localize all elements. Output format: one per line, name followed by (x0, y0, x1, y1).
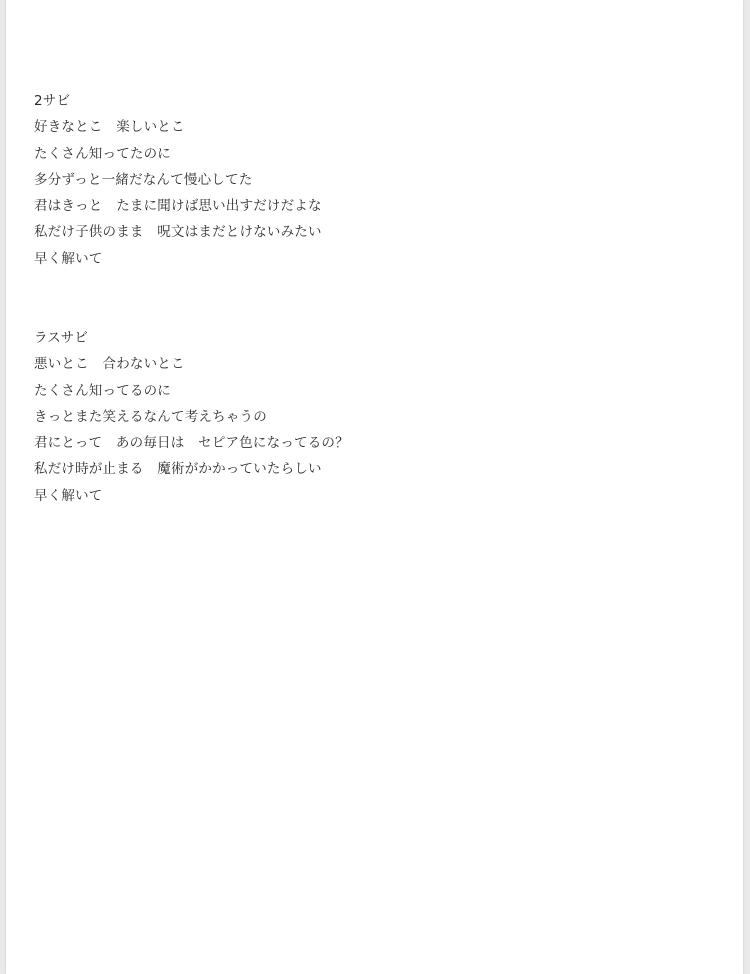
lyric-line: 君にとって あの毎日は セピア色になってるの？ (34, 435, 349, 452)
lyric-line: たくさん知ってたのに (34, 145, 171, 162)
lyrics-section-2sabi (34, 88, 322, 272)
lyric-line: 君はきっと たまに聞けば思い出すだけだよな (34, 198, 322, 215)
section-heading: ラスサビ (34, 330, 89, 346)
lyric-line: たくさん知ってるのに (34, 382, 171, 399)
document-page (6, 0, 743, 974)
lyric-line: きっとまた笑えるなんて考えちゃうの (34, 408, 267, 425)
lyrics-section-lastsabi (34, 325, 349, 509)
section-heading: 2サビ (34, 93, 71, 109)
lyric-line: 多分ずっと一緒だなんて慢心してた (34, 171, 253, 188)
lyric-line: 好きなとこ 楽しいとこ (34, 119, 185, 136)
lyric-line: 早く解いて (34, 487, 103, 504)
lyric-line: 悪いとこ 合わないとこ (34, 356, 185, 373)
lyric-line: 早く解いて (34, 250, 103, 267)
lyric-line: 私だけ時が止まる 魔術がかかっていたらしい (34, 461, 322, 478)
lyric-line: 私だけ子供のまま 呪文はまだとけないみたい (34, 224, 322, 241)
